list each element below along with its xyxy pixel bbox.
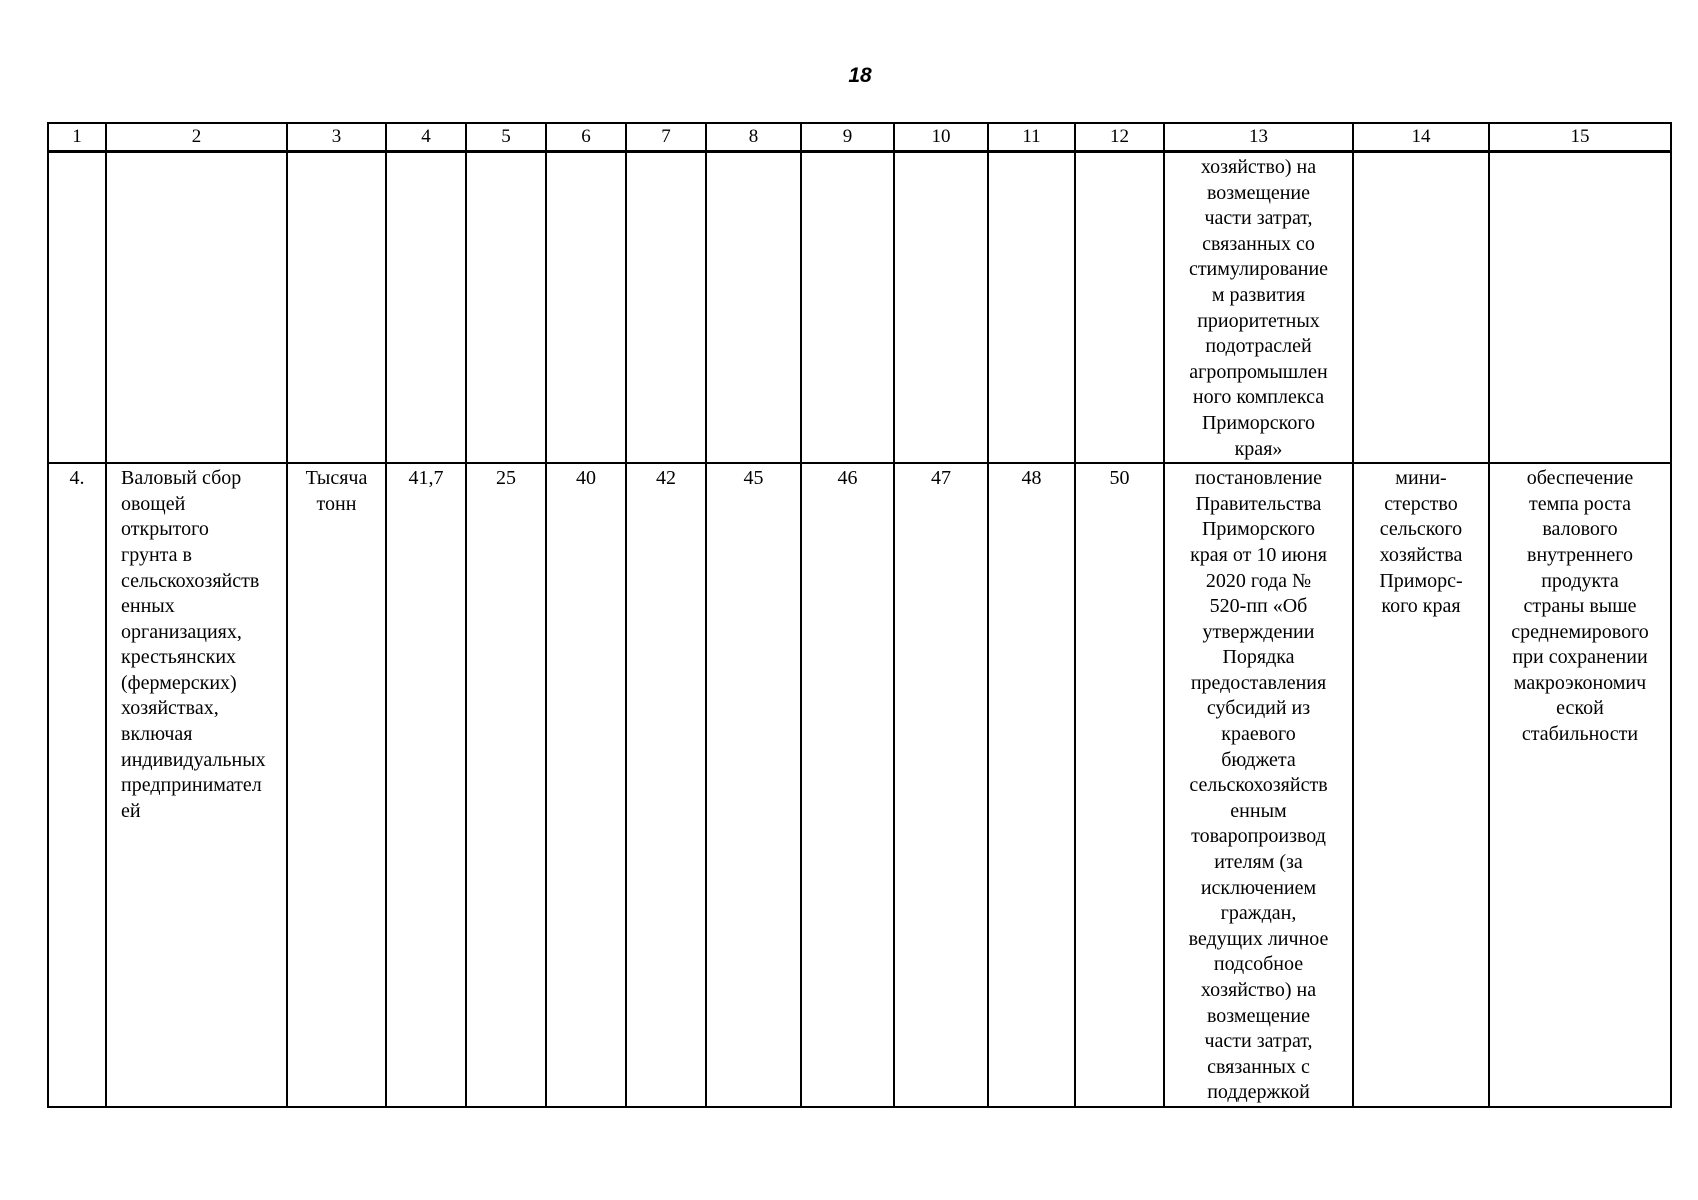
value-cell: 41,7 [386,463,466,1107]
empty-cell [106,152,287,464]
row-number-cell: 4. [48,463,106,1107]
empty-cell [1489,152,1671,464]
empty-cell [626,152,706,464]
continued-document-cell: хозяйство) на возмещение части затрат, связанных со стимулирование м развития приоритетных подотраслей агропромышлен ного комплекса Приморского края» [1164,152,1353,464]
value-cell: 25 [466,463,546,1107]
page-number: 18 [848,64,872,87]
empty-cell [466,152,546,464]
empty-cell [894,152,988,464]
header-cell: 5 [466,123,546,152]
empty-cell [546,152,626,464]
header-cell: 4 [386,123,466,152]
header-cell: 13 [1164,123,1353,152]
value-cell: 42 [626,463,706,1107]
table-header-row [48,123,1671,152]
empty-cell [801,152,894,464]
value-cell: 46 [801,463,894,1107]
header-cell: 2 [106,123,287,152]
header-cell: 11 [988,123,1075,152]
header-cell: 8 [706,123,801,152]
empty-cell [287,152,386,464]
empty-cell [48,152,106,464]
header-cell: 12 [1075,123,1164,152]
responsible-cell: мини- стерство сельского хозяйства Приморс- кого края [1353,463,1489,1107]
value-cell: 47 [894,463,988,1107]
header-cell: 15 [1489,123,1671,152]
header-cell: 10 [894,123,988,152]
value-cell: 48 [988,463,1075,1107]
header-cell: 6 [546,123,626,152]
table-row [48,463,1671,1107]
empty-cell [1075,152,1164,464]
continuation-row [48,152,1671,464]
value-cell: 40 [546,463,626,1107]
value-cell: 50 [1075,463,1164,1107]
empty-cell [386,152,466,464]
header-cell: 1 [48,123,106,152]
header-cell: 9 [801,123,894,152]
indicator-name-cell: Валовый сбор овощей открытого грунта в сельскохозяйств енных организациях, крестьянских (фермерских) хозяйствах, включая индивидуальных предпринимател ей [106,463,287,1107]
empty-cell [988,152,1075,464]
document-cell: постановление Правительства Приморского края от 10 июня 2020 года № 520-пп «Об утверждении Порядка предоставления субсидий из краевого бюджета сельскохозяйств енным товаропроизвод ителям (за исключением граждан, ведущих личное подсобное хозяйство) на возмещение части затрат, связанных с поддержкой [1164,463,1353,1107]
empty-cell [706,152,801,464]
goal-cell: обеспечение темпа роста валового внутреннего продукта страны выше среднемирового при сохранении макроэкономич еской стабильности [1489,463,1671,1107]
empty-cell [1353,152,1489,464]
value-cell: 45 [706,463,801,1107]
unit-cell: Тысяча тонн [287,463,386,1107]
header-cell: 3 [287,123,386,152]
header-cell: 14 [1353,123,1489,152]
header-cell: 7 [626,123,706,152]
indicators-table [47,122,1672,1108]
